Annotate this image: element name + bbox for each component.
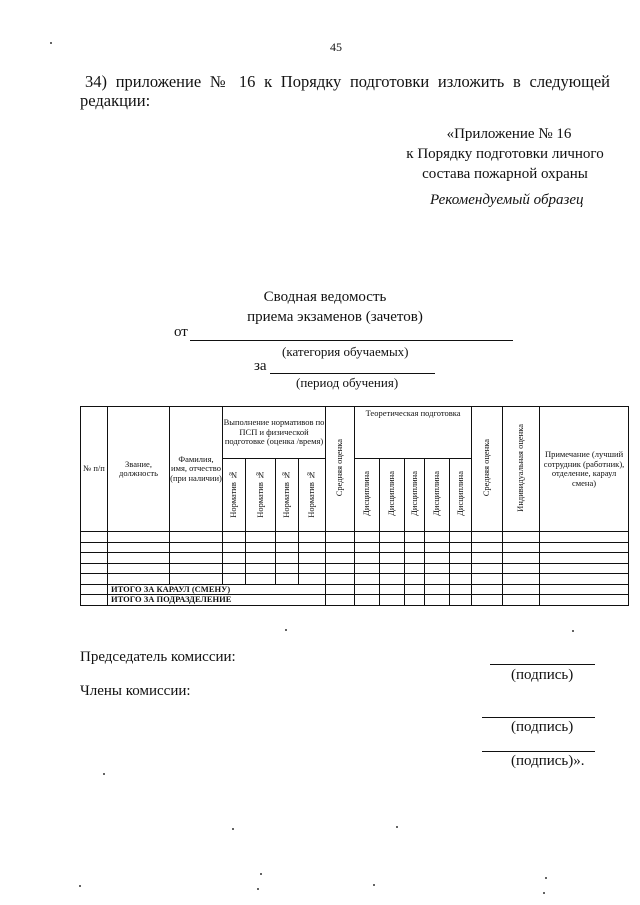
header-individual xyxy=(503,407,540,532)
chairman-label: Председатель комиссии: xyxy=(80,649,236,665)
norm-3-text: Норматив № xyxy=(281,469,292,518)
scan-speck xyxy=(285,629,287,631)
header-norm-1 xyxy=(223,459,246,532)
document-title: Сводная ведомость xyxy=(263,289,387,305)
scan-speck xyxy=(232,828,234,830)
scan-speck xyxy=(50,42,52,44)
total-unit-label: ИТОГО ЗА ПОДРАЗДЕЛЕНИЕ xyxy=(108,595,326,606)
category-fill-line xyxy=(190,340,513,341)
header-norm-4 xyxy=(299,459,326,532)
header-num: № п/п xyxy=(81,407,108,532)
header-norms-group: Выполнение нормативов по ПСП и физической подготовке (оценка /время) xyxy=(223,407,326,459)
header-avg-1-text: Средняя оценка xyxy=(334,439,345,497)
disc-2-text: Дисциплина xyxy=(386,471,397,517)
signature-caption-3: (подпись)». xyxy=(511,753,585,769)
scan-speck xyxy=(545,877,547,879)
member-signature-line-2 xyxy=(482,751,595,752)
header-norm-2 xyxy=(246,459,276,532)
chairman-signature-line xyxy=(490,664,595,665)
table-row xyxy=(81,532,629,543)
appendix-header xyxy=(370,124,640,184)
header-norm-3 xyxy=(276,459,299,532)
table-row xyxy=(81,563,629,574)
header-name: Фамилия, имя, отчество (при наличии) xyxy=(170,407,223,532)
header-individual-text: Индивидуальная оценка xyxy=(515,423,526,512)
appendix-line-3: состава пожарной охраны xyxy=(422,166,588,182)
page-number: 45 xyxy=(330,40,342,54)
header-theory-group: Теоретическая подготовка xyxy=(355,407,472,459)
disc-3-text: Дисциплина xyxy=(408,471,419,517)
scan-speck xyxy=(103,773,105,775)
total-shift-row xyxy=(81,584,629,595)
scan-speck xyxy=(373,884,375,886)
scan-speck xyxy=(260,873,262,875)
signature-caption-2: (подпись) xyxy=(511,719,574,735)
from-label: от xyxy=(174,324,188,340)
scan-speck xyxy=(79,885,81,887)
summary-table xyxy=(80,406,629,606)
table-row xyxy=(81,553,629,564)
total-unit-row xyxy=(81,595,629,606)
header-disc-2 xyxy=(380,459,405,532)
disc-1-text: Дисциплина xyxy=(361,471,372,517)
norm-4-text: Норматив № xyxy=(306,469,317,518)
amendment-paragraph-cont: редакции: xyxy=(80,91,151,110)
period-fill-line xyxy=(270,373,435,374)
norm-2-text: Норматив № xyxy=(254,469,265,518)
header-rank: Звание, должность xyxy=(108,407,170,532)
scan-speck xyxy=(396,826,398,828)
norm-1-text: Норматив № xyxy=(228,469,239,518)
disc-5-text: Дисциплина xyxy=(454,471,465,517)
amendment-paragraph: 34) приложение № 16 к Порядку подготовки изложить в следующей xyxy=(85,72,610,91)
for-label: за xyxy=(254,358,267,374)
members-label: Члены комиссии: xyxy=(80,683,191,699)
category-caption: (категория обучаемых) xyxy=(282,344,409,359)
appendix-line-2: к Порядку подготовки личного xyxy=(406,146,604,162)
header-disc-1 xyxy=(355,459,380,532)
header-avg-1 xyxy=(326,407,355,532)
period-caption: (период обучения) xyxy=(296,375,399,390)
header-avg-2-text: Средняя оценка xyxy=(481,439,492,497)
table-row xyxy=(81,542,629,553)
header-disc-4 xyxy=(425,459,450,532)
disc-4-text: Дисциплина xyxy=(431,471,442,517)
recommended-sample: Рекомендуемый образец xyxy=(430,192,584,208)
header-disc-3 xyxy=(405,459,425,532)
header-disc-5 xyxy=(450,459,472,532)
member-signature-line-1 xyxy=(482,717,595,718)
scan-speck xyxy=(257,888,259,890)
header-note: Примечание (лучший сотрудник (работник), отделение, караул смена) xyxy=(540,407,629,532)
table-row xyxy=(81,574,629,585)
signature-caption-1: (подпись) xyxy=(511,667,574,683)
total-shift-label: ИТОГО ЗА КАРАУЛ (СМЕНУ) xyxy=(108,584,326,595)
scan-speck xyxy=(572,630,574,632)
scan-speck xyxy=(543,892,545,894)
appendix-line-1: «Приложение № 16 xyxy=(446,126,572,142)
header-avg-2 xyxy=(472,407,503,532)
document-subtitle: приема экзаменов (зачетов) xyxy=(247,309,423,325)
